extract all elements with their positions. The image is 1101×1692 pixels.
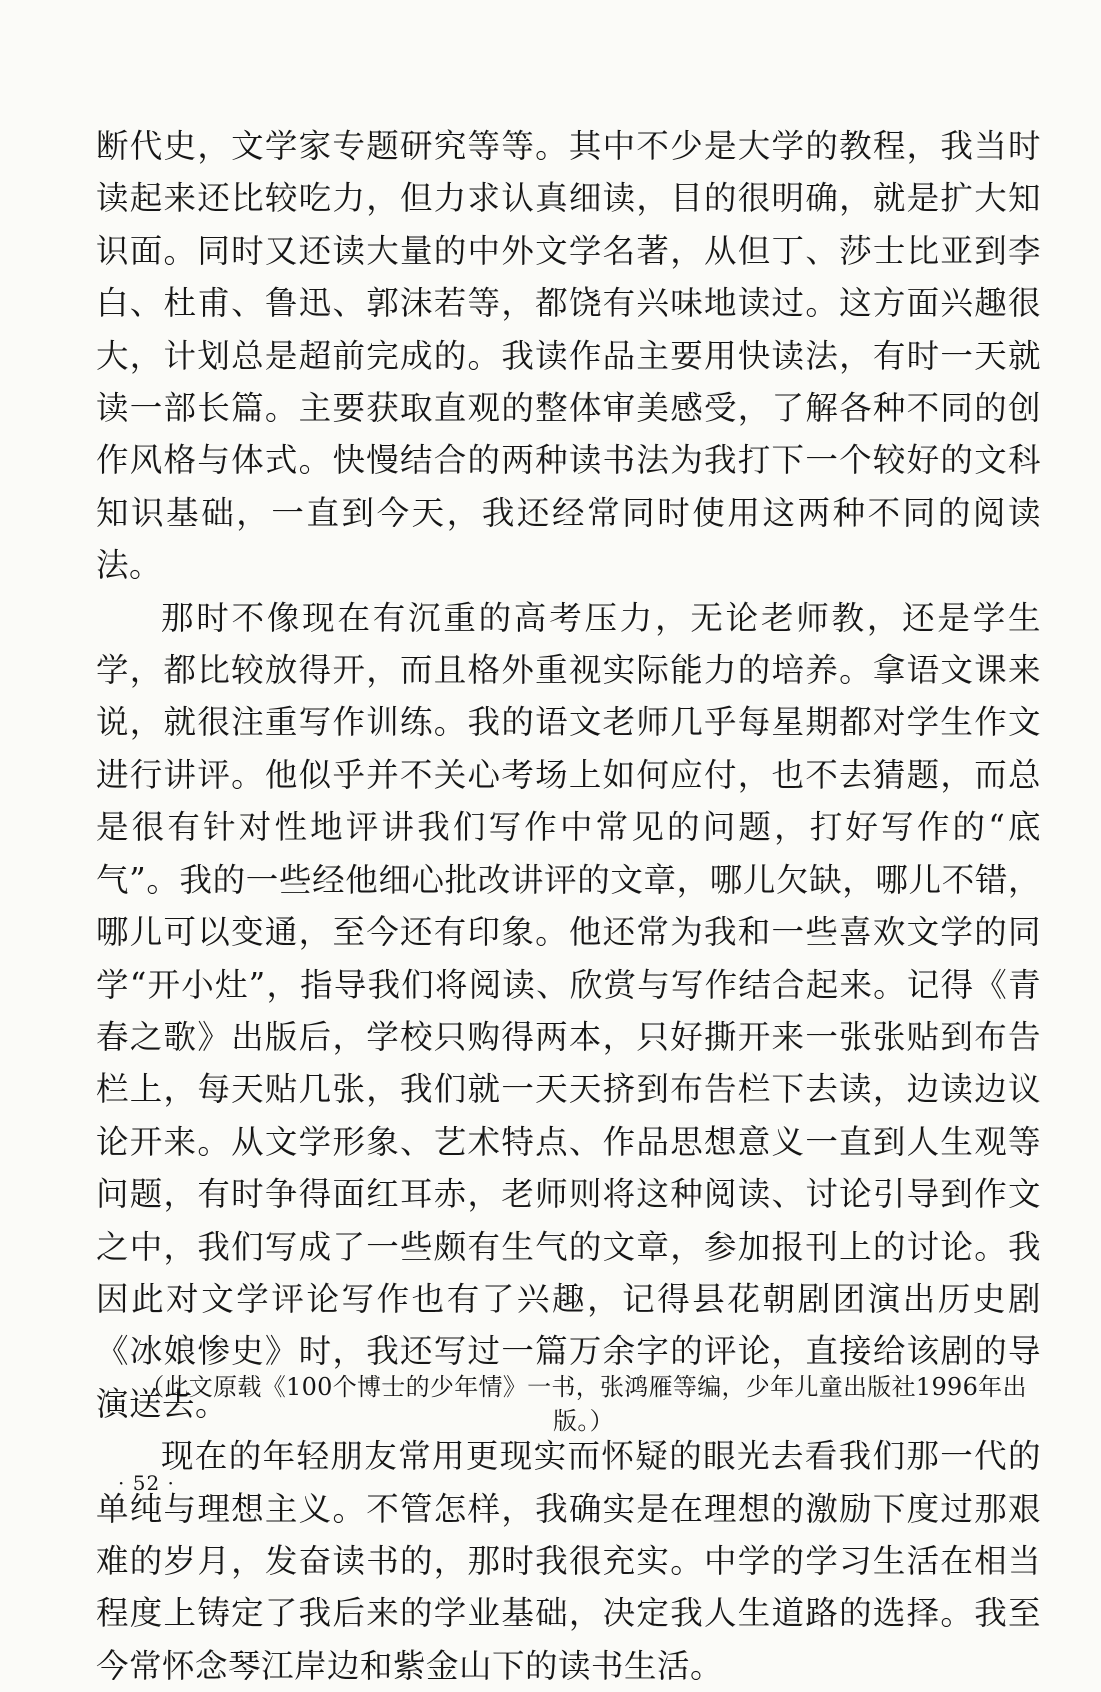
paragraph-3: 现在的年轻朋友常用更现实而怀疑的眼光去看我们那一代的单纯与理想主义。不管怎样，我确实是在理想的激励下度过那艰难的岁月，发奋读书的，那时我很充实。中学的学习生活在相当程度上铸定了我后来的学业基础，决定我人生道路的选择。我至今常怀念琴江岸边和紫金山下的读书生活。 — [96, 1437, 1041, 1685]
paragraph-2: 那时不像现在有沉重的高考压力，无论老师教，还是学生学，都比较放得开，而且格外重视实际能力的培养。拿语文课来说，就很注重写作训练。我的语文老师几乎每星期都对学生作文进行讲评。他似乎并不关心考场上如何应付，也不去猜题，而总是很有针对性地评讲我们写作中常见的问题，打好写作的“底气”。我的一些经他细心批改讲评的文章，哪儿欠缺，哪儿不错，哪儿可以变通，至今还有印象。他还常为我和一些喜欢文学的同学“开小灶”，指导我们将阅读、欣赏与写作结合起来。记得《青春之歌》出版后，学校只购得两本，只好撕开来一张张贴到布告栏上，每天贴几张，我们就一天天挤到布告栏下去读，边读边议论开来。从文学形象、艺术特点、作品思想意义一直到人生观等问题，有时争得面红耳赤，老师则将这种阅读、讨论引导到作文之中，我们写成了一些颇有生气的文章，参加报刊上的讨论。我因此对文学评论写作也有了兴趣，记得县花朝剧团演出历史剧《冰娘惨史》时，我还写过一篇万余字的评论，直接给该剧的导演送去。 — [96, 598, 1041, 1423]
body-text — [96, 120, 1041, 1692]
source-note: （此文原载《100个博士的少年情》一书，张鸿雁等编，少年儿童出版社1996年出版。） — [140, 1373, 1027, 1435]
page-number: · 52 · — [118, 1471, 175, 1495]
paragraph-1: 断代史，文学家专题研究等等。其中不少是大学的教程，我当时读起来还比较吃力，但力求认真细读，目的很明确，就是扩大知识面。同时又还读大量的中外文学名著，从但丁、莎士比亚到李白、杜甫、鲁迅、郭沫若等，都饶有兴味地读过。这方面兴趣很大，计划总是超前完成的。我读作品主要用快读法，有时一天就读一部长篇。主要获取直观的整体审美感受，了解各种不同的创作风格与体式。快慢结合的两种读书法为我打下一个较好的文科知识基础，一直到今天，我还经常同时使用这两种不同的阅读法。 — [96, 127, 1041, 585]
